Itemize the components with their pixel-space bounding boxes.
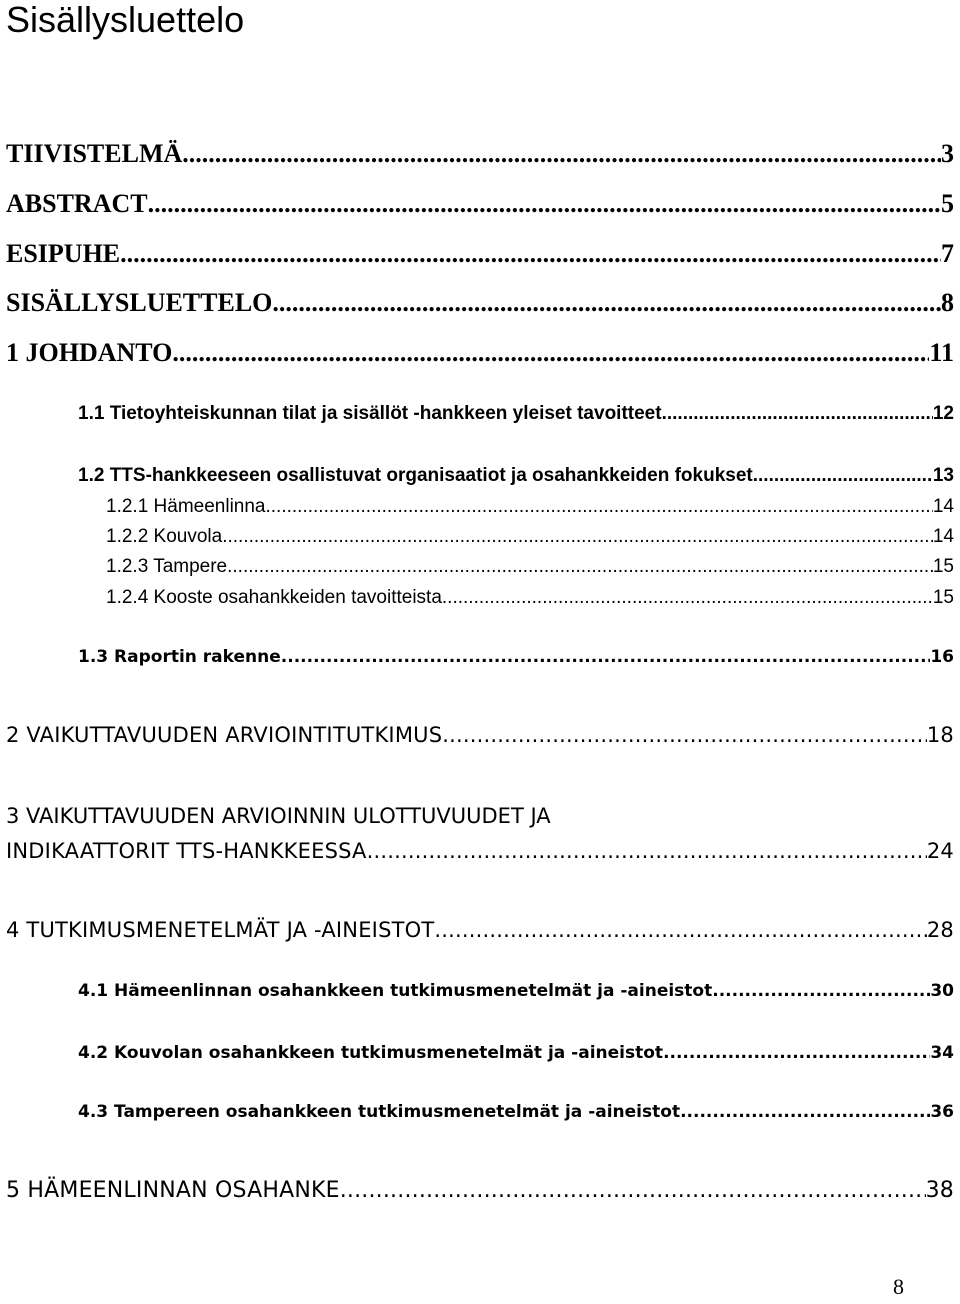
toc-entry-title: 1.1 Tietoyhteiskunnan tilat ja sisällöt -hankkeen yleiset tavoitteet [78,403,662,424]
toc-entry-4-2[interactable] [78,1042,954,1064]
toc-entry-4-1[interactable] [78,980,954,1002]
toc-entry-title: 1.2.2 Kouvola [106,526,223,547]
dot-leader [148,189,941,219]
toc-entry-sisallysluettelo[interactable] [6,288,954,318]
toc-entry-page: 11 [929,338,954,367]
toc-entry-page: 36 [930,1102,954,1122]
toc-entry-title: 4 TUTKIMUSMENETELMÄT JA -AINEISTOT [6,918,435,942]
toc-entry-page: 8 [941,288,954,317]
toc-entry-title: INDIKAATTORIT TTS-HANKKEESSA [6,839,367,863]
dot-leader [434,916,926,944]
dot-leader [281,646,931,668]
toc-entry-title: ABSTRACT [6,189,148,218]
toc-entry-1-1[interactable] [78,402,954,426]
page-title: Sisällysluettelo [6,0,245,40]
dot-leader [442,721,927,749]
toc-entry-page: 15 [932,556,954,577]
toc-entry-title: TIIVISTELMÄ [6,139,183,168]
toc-entry-title: 1.2.1 Hämeenlinna [106,496,266,517]
dot-leader [662,402,933,426]
toc-entry-johdanto[interactable] [6,338,954,368]
toc-entry-title: 1.2 TTS-hankkeeseen osallistuvat organisaatiot ja osahankkeiden fokukset [78,465,753,486]
dot-leader [182,139,941,169]
toc-entry-chapter-4[interactable] [6,916,954,944]
toc-entry-page: 14 [932,526,954,547]
dot-leader [272,288,941,318]
toc-entry-1-2-2[interactable] [106,525,954,549]
dot-leader [222,525,933,549]
toc-entry-esipuhe[interactable] [6,239,954,269]
toc-entry-page: 34 [930,1043,954,1063]
toc-entry-page: 12 [932,403,954,424]
toc-entry-title: 1.2.4 Kooste osahankkeiden tavoitteista [106,587,442,608]
dot-leader [663,1042,930,1064]
toc-entry-page: 5 [941,189,954,218]
toc-entry-page: 3 [941,139,954,168]
toc-entry-chapter-5[interactable] [6,1177,954,1205]
toc-entry-title: SISÄLLYSLUETTELO [6,288,273,317]
toc-entry-title: 4.1 Hämeenlinnan osahankkeen tutkimusmenetelmät ja -aineistot [78,981,713,1001]
toc-entry-1-3[interactable] [78,646,954,668]
toc-entry-title: 4.2 Kouvolan osahankkeen tutkimusmenetelmät ja -aineistot [78,1043,664,1063]
toc-entry-1-2-1[interactable] [106,495,954,519]
toc-entry-4-3[interactable] [78,1101,954,1123]
toc-entry-chapter-2[interactable] [6,721,954,749]
toc-entry-1-2-3[interactable] [106,555,954,579]
dot-leader [340,1177,926,1205]
dot-leader [680,1101,930,1123]
dot-leader [120,239,941,269]
toc-entry-title: 1 JOHDANTO [6,338,173,367]
dot-leader [266,495,933,519]
toc-entry-chapter-3-line1[interactable]: 3 VAIKUTTAVUUDEN ARVIOINNIN ULOTTUVUUDET JA [6,804,551,828]
toc-entry-page: 38 [925,1178,954,1203]
toc-entry-page: 14 [932,496,954,517]
dot-leader [753,464,933,488]
dot-leader [367,837,927,865]
toc-entry-page: 30 [930,981,954,1001]
toc-entry-title: ESIPUHE [6,239,121,268]
toc-entry-chapter-3[interactable] [6,837,954,865]
toc-entry-page: 24 [926,839,954,863]
toc-entry-abstract[interactable] [6,189,954,219]
dot-leader [227,555,933,579]
toc-entry-title: 1.3 Raportin rakenne [78,647,281,667]
toc-entry-page: 28 [926,918,954,942]
toc-entry-page: 7 [941,239,954,268]
toc-entry-page: 16 [930,647,954,667]
footer-page-number: 8 [893,1274,904,1299]
toc-entry-title: 4.3 Tampereen osahankkeen tutkimusmenetelmät ja -aineistot [78,1102,681,1122]
toc-entry-title: 2 VAIKUTTAVUUDEN ARVIOINTITUTKIMUS [6,723,443,747]
toc-entry-1-2[interactable] [78,464,954,488]
toc-entry-title: 5 HÄMEENLINNAN OSAHANKE [6,1178,340,1203]
toc-entry-1-2-4[interactable] [106,586,954,610]
toc-entry-page: 15 [932,587,954,608]
toc-entry-tiivistelma[interactable] [6,139,954,169]
dot-leader [172,338,929,368]
toc-entry-title: 1.2.3 Tampere [106,556,228,577]
dot-leader [712,980,930,1002]
toc-entry-page: 13 [932,465,954,486]
toc-entry-page: 18 [926,723,954,747]
dot-leader [442,586,933,610]
